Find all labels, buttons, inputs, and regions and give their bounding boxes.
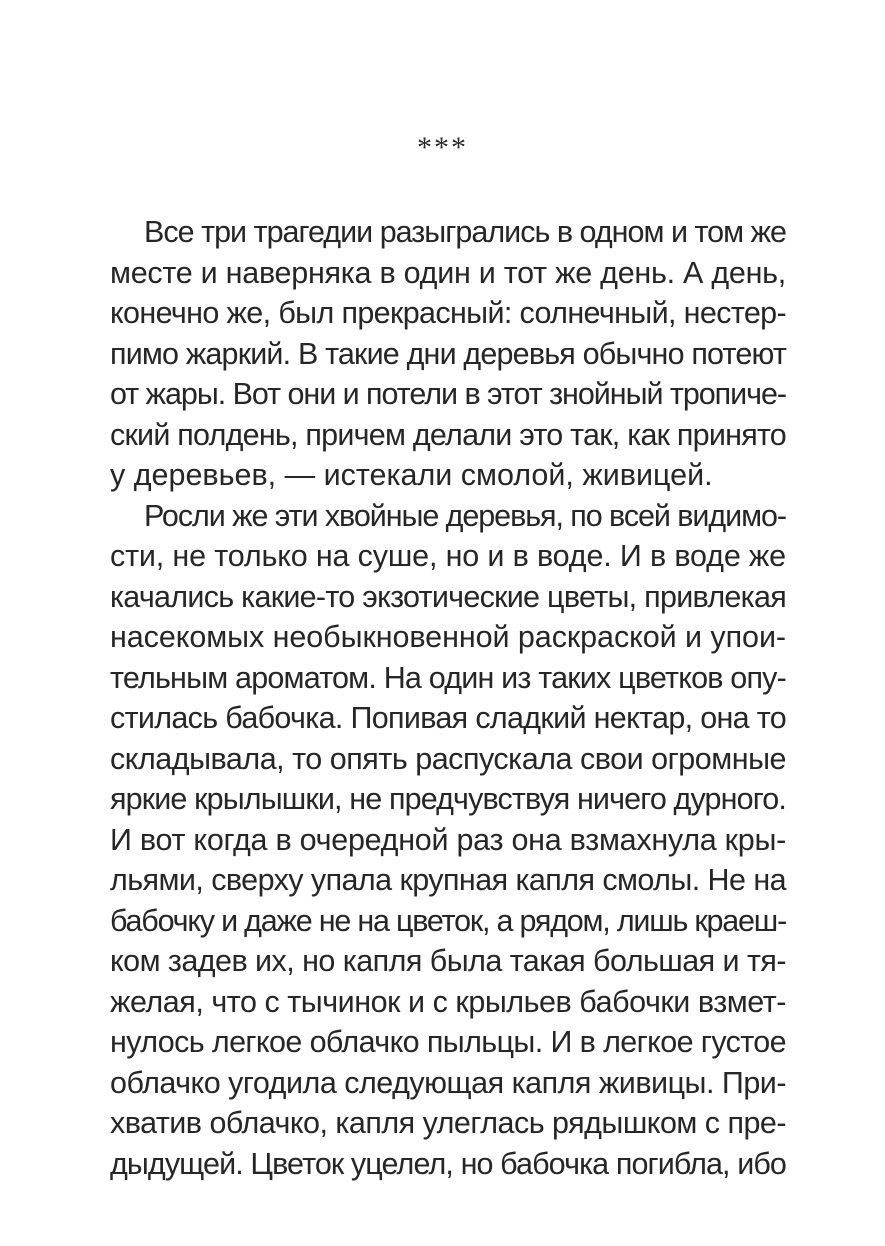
- text-line: насекомых необыкновенной раскраской и упои-: [110, 620, 786, 654]
- text-line: дыдущей. Цветок уцелел, но бабочка погибла, ибо: [110, 1146, 786, 1181]
- text-line: сти, не только на суше, но и в воде. И в воде же: [110, 539, 786, 573]
- text-line: нулось легкое облачко пыльцы. И в легкое густое: [110, 1025, 786, 1059]
- text-line: яркие крылышки, не предчувствуя ничего дурного.: [110, 782, 787, 816]
- paragraph-2: [110, 496, 786, 1185]
- text-line: тельным ароматом. На один из таких цветков опу-: [110, 660, 786, 695]
- text-line: у деревьев, — истекали смолой, живицей.: [110, 458, 713, 492]
- text-line: бабочку и даже не на цветок, а рядом, лишь краеш-: [110, 903, 787, 938]
- text-line: конечно же, был прекрасный: солнечный, нестер-: [110, 296, 786, 330]
- text-line: хватив облачко, капля улеглась рядышком с пре-: [110, 1106, 786, 1140]
- text-line: Все три трагедии разыгрались в одном и том же: [144, 215, 786, 249]
- text-line: пимо жаркий. В такие дни деревья обычно потеют: [110, 336, 786, 371]
- section-separator: ***: [417, 131, 468, 164]
- text-line: от жары. Вот они и потели в этот знойный тропиче-: [110, 377, 787, 411]
- text-line: качались какие-то экзотические цветы, привлекая: [110, 579, 786, 614]
- text-line: складывала, то опять распускала свои огромные: [110, 741, 786, 776]
- text-line: месте и наверняка в один и тот же день. А день,: [110, 255, 786, 290]
- text-line: ком задев их, но капля была такая большая и тя-: [110, 944, 786, 978]
- text-line: ский полдень, причем делали это так, как принято: [110, 417, 786, 452]
- paragraph-1: [110, 212, 786, 496]
- text-line: стилась бабочка. Попивая сладкий нектар, она то: [110, 701, 786, 735]
- text-line: льями, сверху упала крупная капля смолы. Не на: [110, 863, 787, 897]
- text-line: облачко угодила следующая капля живицы. При-: [110, 1065, 786, 1100]
- body-text: [110, 212, 786, 1184]
- text-line: И вот когда в очередной раз она взмахнула кры-: [110, 822, 786, 857]
- text-line: желая, что с тычинок и с крыльев бабочки взмет-: [110, 984, 786, 1019]
- text-line: Росли же эти хвойные деревья, по всей видимо-: [144, 498, 786, 533]
